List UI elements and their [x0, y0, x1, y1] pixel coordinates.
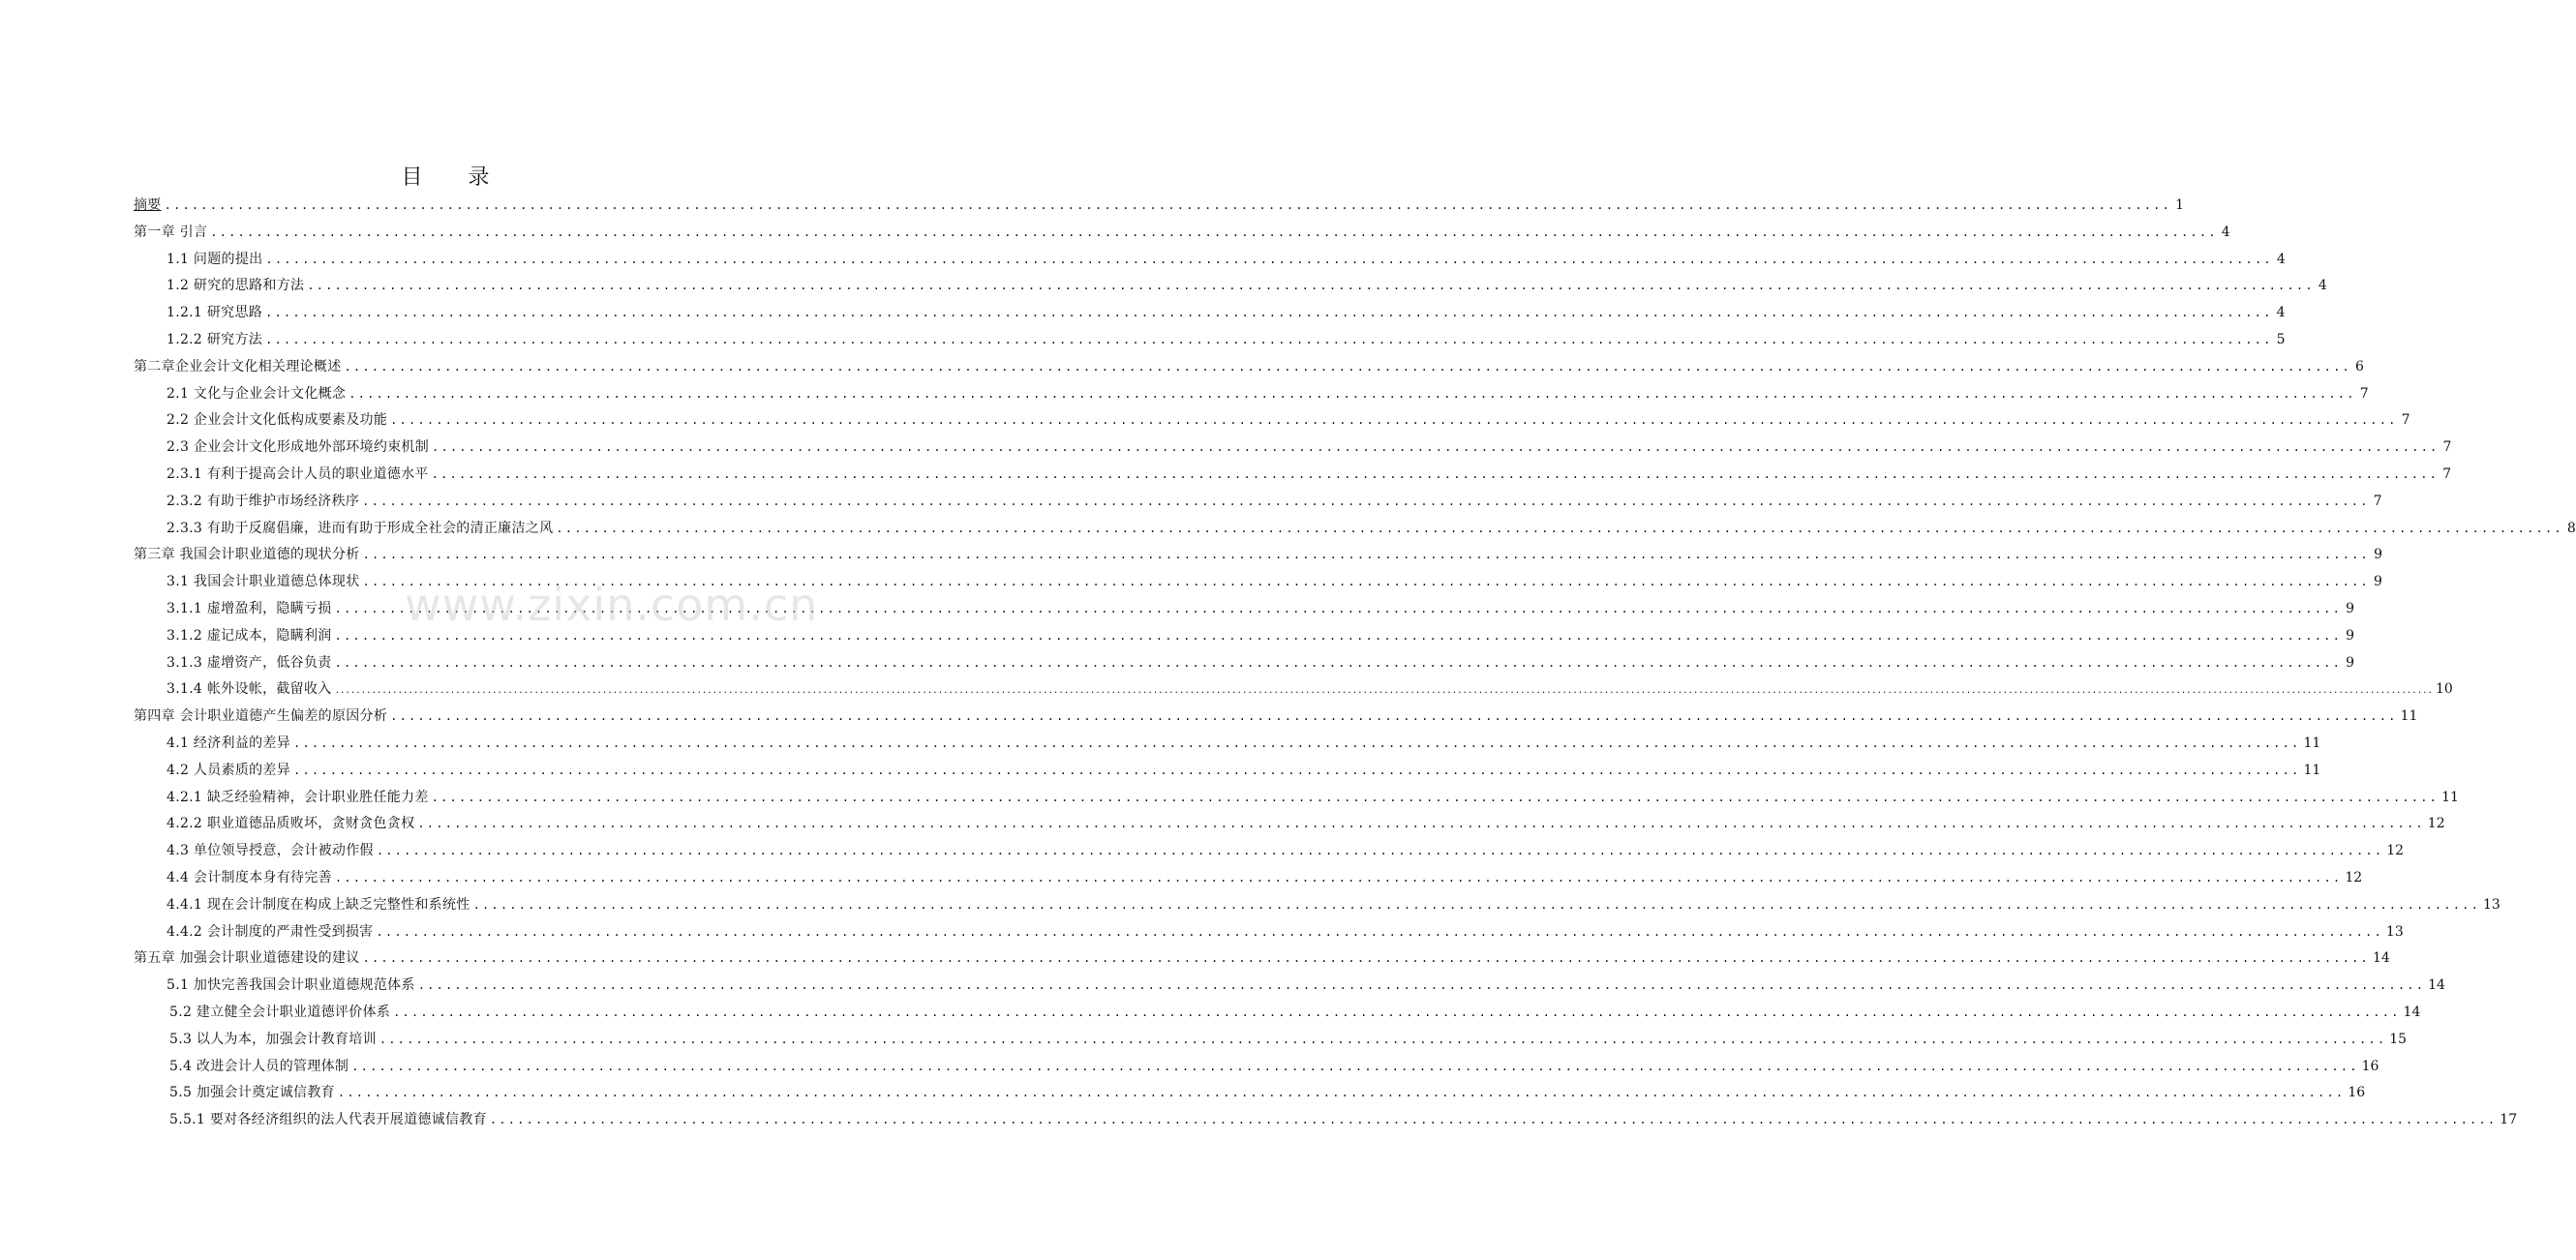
toc-entry[interactable] — [134, 676, 2453, 704]
toc-entry-page-number: 9 — [2374, 574, 2382, 590]
toc-leader-dots: ............................................................................................................................................................................................................................ — [334, 870, 2343, 885]
toc-entry-text: 5.5.1 要对各经济组织的法人代表开展道德诚信教育 — [169, 1112, 487, 1128]
toc-leader-dots: ............................................................................................................................................................................................................................ — [164, 198, 2172, 212]
toc-entry[interactable] — [134, 838, 2405, 865]
toc-leader-dots: ............................................................................................................................................................................................................................ — [472, 897, 2480, 912]
toc-entry[interactable] — [134, 973, 2445, 1000]
toc-entry-page-number: 11 — [2303, 735, 2321, 751]
toc-entry-text: 4.2 人员素质的差异 — [167, 762, 291, 778]
toc-leader-dots: ............................................................................................................................................................................................................................ — [293, 735, 2301, 750]
toc-entry-text: 2.2 企业会计文化低构成要素及功能 — [167, 412, 388, 429]
toc-entry-text: 1.2.2 研究方法 — [167, 331, 263, 347]
toc-entry-text: 2.3.1 有利于提高会计人员的职业道德水平 — [167, 465, 429, 482]
toc-leader-dots: ............................................................................................................................................................................................................................ — [337, 1086, 2346, 1100]
toc-entry-text: 5.3 以人为本，加强会计教育培训 — [169, 1031, 377, 1047]
toc-entry-page-number: 4 — [2221, 224, 2230, 240]
toc-entry-page-number: 10 — [2435, 681, 2453, 698]
toc-entry[interactable] — [134, 758, 2321, 785]
toc-leader-dots: ............................................................................................................................................................................................................................ — [210, 225, 2218, 239]
toc-leader-dots: ............................................................................................................................................................................................................................ — [307, 279, 2315, 293]
toc-leader-dots: ............................................................................................................................................................................................................................ — [334, 628, 2342, 643]
toc-leader-dots: ............................................................................................................................................................................................................................ — [376, 844, 2384, 858]
toc-entry-page-number: 9 — [2346, 627, 2354, 644]
toc-entry-text: 4.4 会计制度本身有待完善 — [167, 869, 332, 885]
toc-entry-page-number: 16 — [2348, 1085, 2366, 1101]
toc-entry-page-number: 6 — [2355, 358, 2364, 375]
toc-entry[interactable] — [134, 300, 2286, 327]
toc-list — [134, 193, 2576, 1134]
toc-leader-dots: ............................................................................................................................................................................................................................ — [362, 575, 2370, 589]
toc-entry-page-number: 7 — [2373, 493, 2382, 509]
toc-entry[interactable] — [134, 945, 2390, 973]
toc-leader-dots: ............................................................................................................................................................................................................................ — [334, 601, 2342, 615]
toc-entry-text: 摘要 — [134, 197, 162, 213]
toc-leader-dots: ............................................................................................................................................................................................................................ — [349, 386, 2356, 401]
toc-entry-text: 3.1.2 虚记成本，隐瞒利润 — [167, 627, 332, 644]
toc-entry-text: 第二章企业会计文化相关理论概述 — [134, 358, 342, 375]
toc-leader-dots: ............................................................................................................................................................................................................................ — [390, 413, 2398, 428]
toc-entry-page-number: 11 — [2400, 708, 2418, 725]
toc-leader-dots: ............................................................................................................................................................................................................................ — [379, 1032, 2387, 1046]
toc-leader-dots: ............................................................................................................................................................................................................................ — [376, 924, 2383, 939]
toc-entry-text: 4.4.1 现在会计制度在构成上缺乏完整性和系统性 — [167, 896, 470, 913]
toc-entry-text: 3.1.1 虚增盈利，隐瞒亏损 — [167, 600, 332, 616]
toc-entry-page-number: 7 — [2442, 439, 2452, 456]
toc-entry-page-number: 15 — [2389, 1031, 2408, 1047]
toc-entry[interactable] — [134, 1107, 2518, 1134]
toc-entry-page-number: 1 — [2175, 197, 2185, 213]
toc-entry[interactable] — [134, 247, 2286, 274]
toc-entry-text: 3.1.3 虚增资产，低谷负责 — [167, 654, 332, 671]
toc-entry-text: 第一章 引言 — [134, 224, 208, 240]
toc-leader-dots: ............................................................................................................................................................................................................................ — [362, 951, 2370, 966]
toc-entry-text: 5.2 建立健全会计职业道德评价体系 — [169, 1004, 391, 1020]
toc-entry[interactable] — [134, 892, 2500, 919]
toc-leader-dots: ............................................................................................................................................................................................................................ — [417, 817, 2425, 831]
toc-entry-page-number: 8 — [2566, 520, 2576, 536]
toc-entry[interactable] — [134, 1080, 2366, 1107]
toc-entry[interactable] — [134, 650, 2354, 677]
toc-title: 目 录 — [401, 165, 509, 190]
toc-entry[interactable] — [134, 489, 2382, 516]
toc-entry[interactable] — [134, 381, 2369, 408]
toc-entry-page-number: 4 — [2318, 278, 2327, 294]
toc-entry[interactable] — [134, 542, 2382, 569]
toc-entry-page-number: 9 — [2346, 600, 2354, 616]
toc-entry-text: 3.1 我国会计职业道德总体现状 — [167, 574, 360, 590]
toc-entry-page-number: 13 — [2385, 923, 2404, 940]
toc-entry-text: 2.3.2 有助于维护市场经济秩序 — [167, 493, 360, 509]
toc-entry-page-number: 5 — [2276, 331, 2286, 347]
toc-entry-text: 5.5 加强会计奠定诚信教育 — [169, 1085, 335, 1101]
toc-entry-text: 2.3.3 有助于反腐倡廉，进而有助于形成全社会的清正廉洁之风 — [167, 520, 554, 536]
toc-entry-text: 5.1 加快完善我国会计职业道德规范体系 — [167, 977, 415, 994]
toc-entry[interactable] — [134, 193, 2185, 220]
toc-entry-page-number: 12 — [2345, 869, 2363, 885]
toc-leader-dots: ............................................................................................................................................................................................................................ — [362, 548, 2370, 562]
toc-entry-text: 4.2.1 缺乏经验精神，会计职业胜任能力差 — [167, 789, 429, 805]
toc-entry-page-number: 4 — [2276, 251, 2286, 267]
toc-entry-text: 1.2.1 研究思路 — [167, 305, 263, 321]
toc-leader-dots: ............................................................................................................................................................................................................................ — [556, 521, 2563, 535]
toc-entry-page-number: 9 — [2374, 547, 2382, 563]
toc-entry[interactable] — [134, 731, 2321, 758]
toc-entry-page-number: 11 — [2441, 789, 2459, 805]
toc-leader-dots: ............................................................................................................................................................................................................................ — [293, 763, 2301, 777]
toc-entry[interactable] — [134, 1054, 2379, 1081]
toc-entry-page-number: 7 — [2401, 412, 2410, 429]
toc-entry[interactable] — [134, 811, 2445, 838]
toc-entry[interactable] — [134, 1000, 2421, 1027]
toc-entry-text: 5.4 改进会计人员的管理体制 — [169, 1058, 349, 1074]
toc-entry-page-number: 7 — [2442, 465, 2452, 482]
toc-entry[interactable] — [134, 220, 2230, 247]
toc-entry[interactable] — [134, 462, 2452, 489]
toc-entry[interactable] — [134, 435, 2452, 462]
toc-leader-dots: ............................................................................................................................................................................................................................ — [431, 466, 2440, 481]
toc-leader-dots: ............................................................................................................................................................................................................................ — [417, 978, 2426, 993]
toc-entry[interactable] — [134, 704, 2418, 731]
toc-leader-dots: ................................................................................................................................................................................................................................................................................................................................................................................................................ — [334, 686, 2433, 697]
toc-entry-page-number: 14 — [2403, 1004, 2421, 1020]
toc-leader-dots: ............................................................................................................................................................................................................................ — [334, 655, 2342, 670]
toc-leader-dots: ............................................................................................................................................................................................................................ — [344, 359, 2351, 374]
toc-leader-dots: ............................................................................................................................................................................................................................ — [390, 709, 2398, 724]
toc-entry[interactable] — [134, 327, 2286, 354]
toc-entry-text: 4.1 经济利益的差异 — [167, 735, 291, 751]
toc-entry-text: 4.4.2 会计制度的严肃性受到损害 — [167, 923, 374, 940]
toc-entry-text: 4.3 单位领导授意，会计被动作假 — [167, 843, 374, 859]
toc-entry-text: 1.1 问题的提出 — [167, 251, 263, 267]
toc-entry-page-number: 7 — [2359, 385, 2369, 402]
toc-entry-page-number: 16 — [2361, 1058, 2379, 1074]
toc-entry[interactable] — [134, 623, 2354, 650]
toc-entry-text: 第四章 会计职业道德产生偏差的原因分析 — [134, 708, 388, 725]
toc-leader-dots: ............................................................................................................................................................................................................................ — [265, 252, 2273, 266]
toc-entry-page-number: 12 — [2427, 816, 2445, 832]
toc-entry-text: 3.1.4 帐外设帐，截留收入 — [167, 681, 332, 698]
toc-entry-text: 第五章 加强会计职业道德建设的建议 — [134, 950, 360, 967]
toc-entry[interactable] — [134, 865, 2363, 892]
toc-entry[interactable] — [134, 569, 2382, 596]
toc-entry-text: 2.1 文化与企业会计文化概念 — [167, 385, 347, 402]
toc-entry-text: 2.3 企业会计文化形成地外部环境约束机制 — [167, 439, 430, 456]
toc-entry-text: 第三章 我国会计职业道德的现状分析 — [134, 547, 360, 563]
toc-entry[interactable] — [134, 407, 2410, 435]
toc-entry-page-number: 14 — [2372, 950, 2390, 967]
toc-leader-dots: ............................................................................................................................................................................................................................ — [432, 440, 2440, 455]
toc-leader-dots: ............................................................................................................................................................................................................................ — [265, 332, 2273, 346]
toc-entry-page-number: 14 — [2428, 977, 2445, 994]
toc-entry[interactable] — [134, 516, 2576, 543]
toc-entry[interactable] — [134, 354, 2364, 381]
toc-entry[interactable] — [134, 1027, 2408, 1054]
toc-entry-text: 1.2 研究的思路和方法 — [167, 278, 305, 294]
toc-entry-page-number: 13 — [2483, 896, 2500, 913]
toc-entry-page-number: 9 — [2346, 654, 2354, 671]
toc-entry-page-number: 12 — [2386, 843, 2405, 859]
toc-entry-page-number: 17 — [2500, 1112, 2518, 1128]
toc-leader-dots: ............................................................................................................................................................................................................................ — [489, 1113, 2498, 1127]
toc-leader-dots: ............................................................................................................................................................................................................................ — [265, 306, 2273, 320]
toc-entry[interactable] — [134, 273, 2327, 300]
toc-entry-page-number: 4 — [2276, 305, 2286, 321]
toc-entry[interactable] — [134, 919, 2404, 946]
toc-entry-page-number: 11 — [2303, 762, 2321, 778]
toc-leader-dots: ............................................................................................................................................................................................................................ — [431, 790, 2440, 804]
toc-leader-dots: ............................................................................................................................................................................................................................ — [362, 494, 2370, 508]
toc-entry-text: 4.2.2 职业道德品质败坏，贪财贪色贪权 — [167, 816, 415, 832]
toc-leader-dots: ............................................................................................................................................................................................................................ — [351, 1059, 2359, 1073]
toc-leader-dots: ............................................................................................................................................................................................................................ — [393, 1005, 2401, 1019]
toc-entry[interactable] — [134, 785, 2459, 812]
watermark: www.zixin.com.cn — [405, 579, 819, 631]
